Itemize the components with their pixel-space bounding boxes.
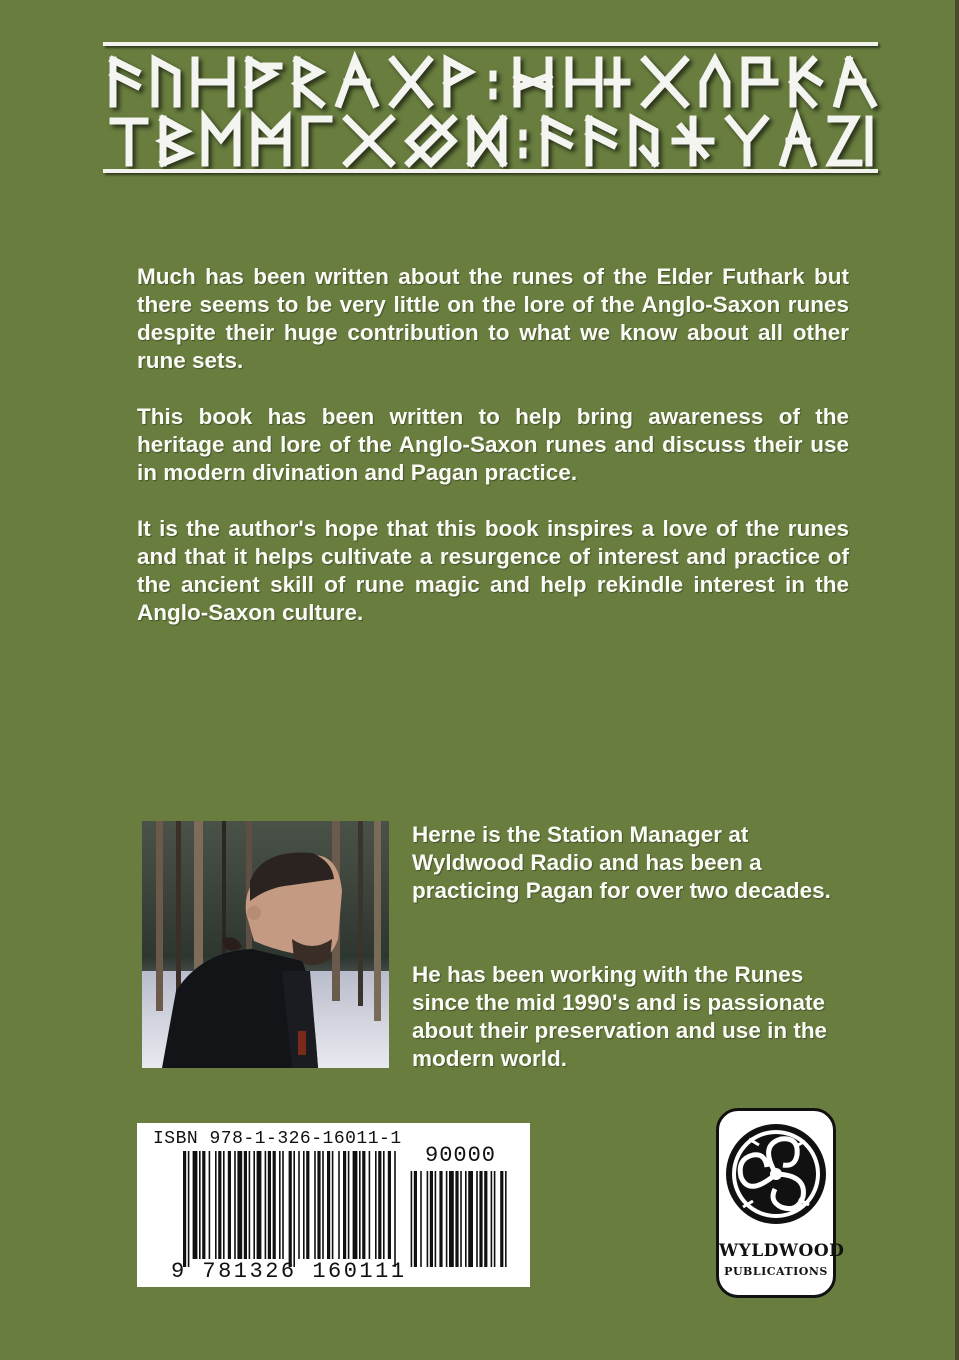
- barcode-bar: [303, 1151, 305, 1259]
- barcode-bar: [343, 1151, 346, 1259]
- barcode-bar: [188, 1151, 190, 1267]
- rune-title-line-2: [103, 111, 878, 171]
- barcode-bar: [218, 1151, 221, 1259]
- barcode-bar: [394, 1151, 396, 1267]
- barcode-bar: [228, 1151, 231, 1259]
- price-code: 90000: [425, 1143, 497, 1168]
- barcode-addon-bar: [435, 1171, 437, 1267]
- author-bio-paragraph-1: Herne is the Station Manager at Wyldwood Radio and has been a practicing Pagan for over two decades.: [412, 822, 831, 903]
- title-bottom-rule: [103, 169, 878, 173]
- barcode-bar: [338, 1151, 340, 1259]
- barcode-bar: [369, 1151, 371, 1259]
- author-bio-paragraph-2: He has been working with the Runes since the mid 1990's and is passionate about their preservation and use in the modern world.: [412, 962, 828, 1071]
- barcode-bar: [348, 1151, 350, 1259]
- barcode-bar: [353, 1151, 358, 1259]
- barcode-bar: [193, 1151, 198, 1259]
- celtic-triskele-icon: [719, 1115, 833, 1233]
- barcode-bar: [383, 1151, 385, 1259]
- barcode-bar: [257, 1151, 262, 1259]
- barcode-addon-bar: [420, 1171, 422, 1267]
- barcode-addon-bar: [439, 1171, 442, 1267]
- barcode-bar: [244, 1151, 247, 1259]
- isbn-number: ISBN 978-1-326-16011-1: [153, 1129, 402, 1149]
- barcode-bar: [332, 1151, 334, 1259]
- barcode-bar: [237, 1151, 242, 1259]
- barcode-bar: [314, 1151, 316, 1259]
- barcode-bar: [327, 1151, 330, 1259]
- barcode-bar: [306, 1151, 309, 1259]
- barcode-bar: [378, 1151, 381, 1259]
- barcode-addon-bar: [427, 1171, 429, 1267]
- barcode-bar: [317, 1151, 320, 1259]
- barcode-addon-bar: [505, 1171, 507, 1267]
- publisher-logo: [716, 1108, 845, 1298]
- barcode-bar: [202, 1151, 205, 1259]
- barcode-bar: [249, 1151, 251, 1259]
- barcode-bar: [215, 1151, 217, 1259]
- barcode-bar: [388, 1151, 391, 1259]
- barcode-bar: [234, 1151, 236, 1259]
- barcode-addon-bar: [414, 1171, 417, 1267]
- barcode-addon-bar: [446, 1171, 448, 1267]
- barcode-bar: [223, 1151, 225, 1259]
- barcode-addon-bar: [494, 1171, 496, 1267]
- barcode-bar: [273, 1151, 276, 1259]
- barcode-bar: [279, 1151, 281, 1259]
- barcode-bar: [293, 1151, 295, 1267]
- publisher-subtitle: PUBLICATIONS: [724, 1265, 828, 1278]
- title-top-rule: [103, 42, 878, 46]
- barcode-bar: [289, 1151, 292, 1267]
- barcode-addon-bar: [460, 1171, 462, 1267]
- publisher-name: WYLDWOOD: [719, 1241, 845, 1261]
- barcode-bar: [268, 1151, 271, 1259]
- barcode-bar: [199, 1151, 201, 1259]
- barcode-bar: [298, 1151, 300, 1259]
- author-photo: [142, 821, 389, 1068]
- barcode-digits: 9 781326 160111: [171, 1259, 407, 1284]
- barcode-addon-bar: [484, 1171, 487, 1267]
- barcode-bar: [375, 1151, 377, 1259]
- barcode-addon-bar: [449, 1171, 454, 1267]
- barcode-addon-bar: [500, 1171, 503, 1267]
- barcode-addon-bar: [455, 1171, 458, 1267]
- barcode-addon-bar: [411, 1171, 413, 1267]
- barcode-addon-bar: [476, 1171, 478, 1267]
- barcode-addon-bar: [465, 1171, 467, 1267]
- isbn-barcode: [137, 1123, 530, 1287]
- blurb-paragraph-3: It is the author's hope that this book inspires a love of the runes and that it helps cultivate a resurgence of interest and practice of the ancient skill of rune magic and help rekindle interest in the Anglo-Saxon culture.: [137, 516, 849, 625]
- barcode-bar: [322, 1151, 324, 1259]
- barcode-addon-bar: [468, 1171, 473, 1267]
- blurb-paragraph-2: This book has been written to help bring awareness of the heritage and lore of the Anglo-Saxon runes and discuss their use in modern divination and Pagan practice.: [137, 404, 849, 485]
- rune-title-line-1: [103, 52, 878, 112]
- blurb-paragraph-1: Much has been written about the runes of the Elder Futhark but there seems to be very little on the lore of the Anglo-Saxon runes despite their huge contribution to what we know about all other rune sets.: [137, 264, 849, 373]
- barcode-bar: [282, 1151, 284, 1259]
- barcode-addon-bar: [430, 1171, 433, 1267]
- barcode-bar: [209, 1151, 211, 1259]
- barcode-bar: [265, 1151, 267, 1259]
- barcode-bar: [359, 1151, 361, 1259]
- barcode-bar: [253, 1151, 255, 1259]
- barcode-addon-bar: [479, 1171, 482, 1267]
- barcode-addon-bar: [491, 1171, 493, 1267]
- barcode-bar: [183, 1151, 186, 1267]
- barcode-bar: [362, 1151, 365, 1259]
